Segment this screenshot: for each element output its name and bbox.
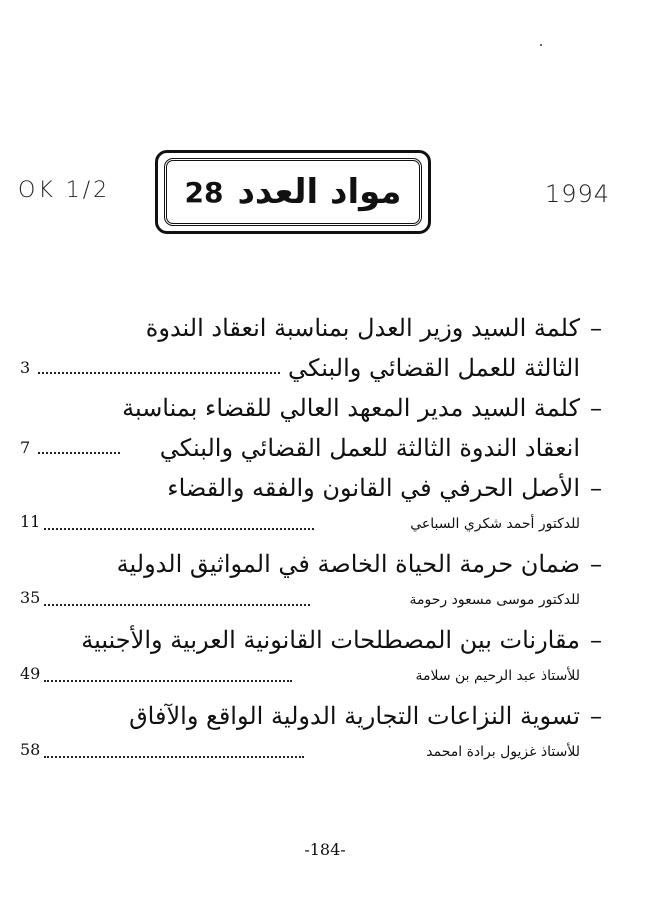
- toc-line: [20, 468, 602, 508]
- author-line: [20, 736, 580, 772]
- title-frame-inner: [164, 158, 422, 226]
- toc-entry: [20, 308, 602, 388]
- dot-leader: [44, 604, 310, 606]
- author-name: للدكتور موسى مسعود رحومة: [409, 592, 580, 608]
- page-ref: 58: [20, 740, 41, 759]
- bullet-dash: –: [590, 314, 602, 342]
- page-number: -184-: [304, 840, 346, 859]
- toc-entry: [20, 620, 602, 696]
- author-line: [20, 584, 580, 620]
- entry-title-line: انعقاد الندوة الثالثة للعمل القضائي والبنكي: [159, 434, 580, 462]
- bullet-dash: –: [590, 702, 602, 730]
- bullet-dash: –: [590, 474, 602, 502]
- dot-leader: [44, 756, 304, 758]
- page-ref: 11: [20, 512, 41, 531]
- scan-speck: [540, 44, 542, 46]
- toc-entry: [20, 544, 602, 620]
- toc-line: [20, 696, 602, 736]
- title-frame: [155, 150, 431, 234]
- handwritten-note-left: OK 1/2: [18, 178, 111, 203]
- dot-leader: [44, 528, 314, 530]
- page-ref: 35: [20, 588, 41, 607]
- entry-title-line: تسوية النزاعات التجارية الدولية الواقع والآفاق: [129, 702, 580, 730]
- toc-entry: [20, 696, 602, 772]
- dot-leader: [38, 452, 120, 454]
- author-name: للأستاذ عبد الرحيم بن سلامة: [415, 668, 580, 684]
- page-ref: 7: [20, 438, 31, 457]
- issue-title: مواد العدد: [237, 172, 402, 212]
- author-name: للأستاذ غزيول برادة امحمد: [426, 744, 580, 760]
- entry-title-line: الأصل الحرفي في القانون والفقه والقضاء: [167, 474, 580, 502]
- table-of-contents: [20, 308, 602, 772]
- handwritten-year: 1994: [545, 180, 611, 208]
- toc-entry: [20, 388, 602, 468]
- author-line: [20, 508, 580, 544]
- toc-line: [20, 308, 602, 348]
- toc-line: [20, 348, 580, 388]
- toc-line: [20, 388, 602, 428]
- bullet-dash: –: [590, 550, 602, 578]
- entry-title-line: كلمة السيد مدير المعهد العالي للقضاء بمناسبة: [122, 394, 580, 422]
- issue-number: 28: [184, 175, 224, 209]
- toc-line: [20, 544, 602, 584]
- dot-leader: [44, 680, 292, 682]
- toc-line: [20, 620, 602, 660]
- entry-title-line: مقارنات بين المصطلحات القانونية العربية والأجنبية: [81, 626, 580, 654]
- bullet-dash: –: [590, 394, 602, 422]
- dot-leader: [38, 372, 280, 374]
- toc-line: [20, 428, 580, 468]
- page-ref: 49: [20, 664, 41, 683]
- author-line: [20, 660, 580, 696]
- toc-entry: [20, 468, 602, 544]
- entry-title-line: كلمة السيد وزير العدل بمناسبة انعقاد الندوة: [145, 314, 580, 342]
- entry-title-line: الثالثة للعمل القضائي والبنكي: [288, 354, 580, 382]
- page-ref: 3: [20, 358, 31, 377]
- bullet-dash: –: [590, 626, 602, 654]
- entry-title-line: ضمان حرمة الحياة الخاصة في المواثيق الدولية: [116, 550, 580, 578]
- author-name: للدكتور أحمد شكري السباعي: [410, 516, 580, 532]
